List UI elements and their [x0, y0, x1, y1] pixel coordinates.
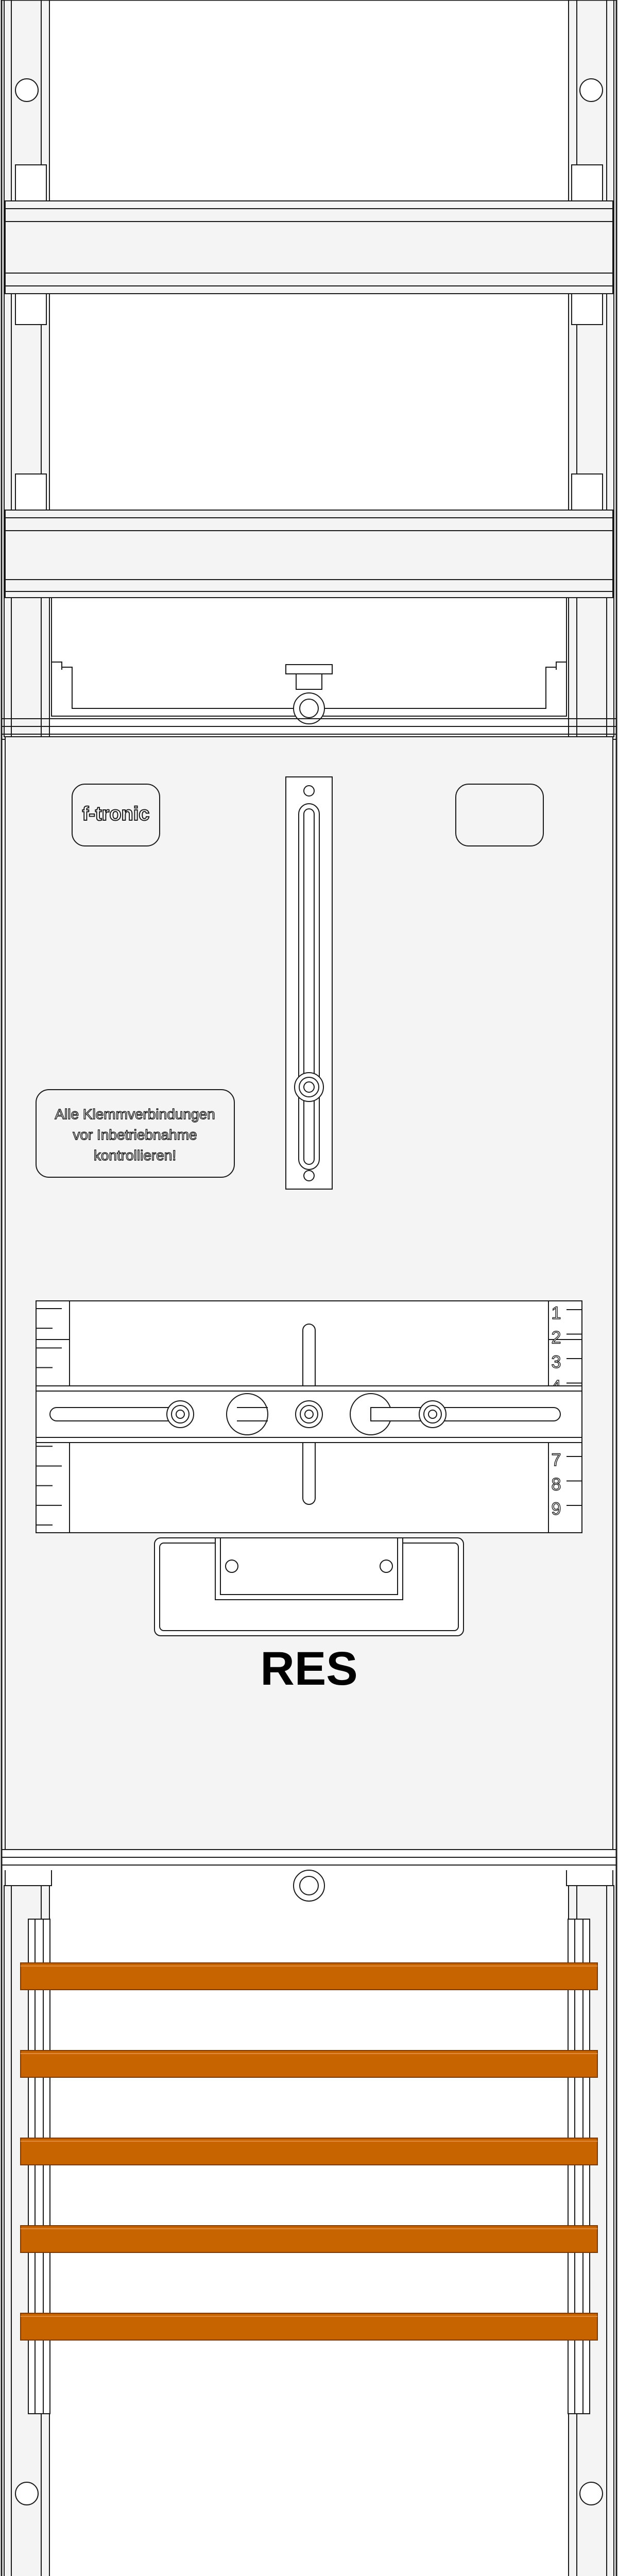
warning-line-1: Alle Klemmverbindungen	[55, 1106, 215, 1122]
scale-digit: 3	[551, 1352, 561, 1372]
din-rail-upper	[5, 201, 613, 294]
label-holder	[456, 784, 543, 846]
din-rail-lower	[5, 510, 613, 598]
logo-text: f-tronic	[82, 803, 150, 825]
vertical-slide-rail	[286, 777, 332, 1189]
warning-line-2: vor Inbetriebnahme	[73, 1127, 197, 1143]
center-screw	[296, 1401, 322, 1428]
scale-digit: 7	[551, 1450, 561, 1470]
top-section	[2, 0, 616, 739]
scale-digit: 2	[551, 1328, 561, 1348]
busbar	[21, 2138, 597, 2165]
busbar	[21, 2226, 597, 2252]
meter-screw	[167, 1401, 194, 1428]
busbar	[21, 2050, 597, 2077]
warning-line-3: kontrollieren!	[93, 1147, 177, 1163]
panel-label: RES	[260, 1642, 358, 1695]
scale-digit: 1	[551, 1303, 561, 1323]
bottom-section	[2, 1850, 616, 2576]
f-tronic-logo	[72, 784, 160, 846]
meter-screw	[419, 1401, 446, 1428]
busbar	[21, 1963, 597, 1990]
busbar	[21, 2313, 597, 2340]
terminal-cover-holder	[154, 1538, 464, 1636]
slide-screw	[295, 1073, 323, 1101]
scale-digit: 8	[551, 1475, 561, 1495]
warning-label	[36, 1090, 234, 1177]
scale-digit: 9	[551, 1499, 561, 1519]
